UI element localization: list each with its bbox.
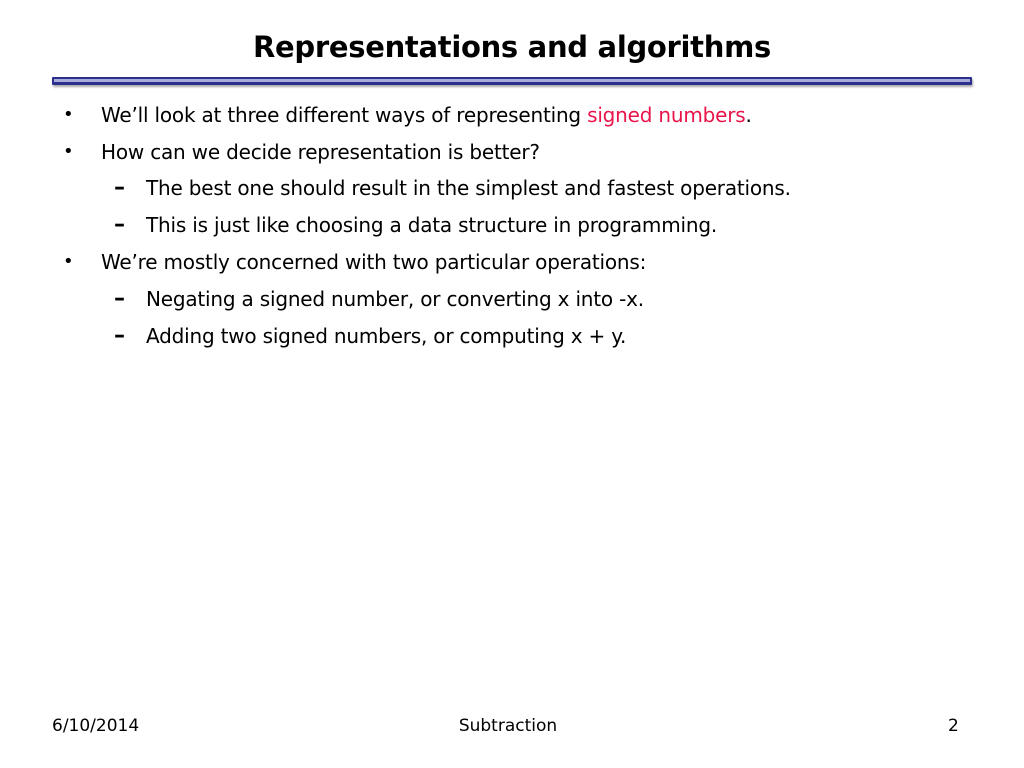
footer-date: 6/10/2014 (52, 716, 140, 736)
footer-title: Subtraction (458, 716, 558, 736)
bullet-1 (101, 103, 752, 127)
bullet-2-sub-1: The best one should result in the simplest and fastest operations. (146, 176, 791, 200)
sub-bullet-marker: – (114, 212, 125, 237)
bullet-3-sub-2: Adding two signed numbers, or computing x + y. (146, 324, 627, 348)
page-number: 2 (948, 716, 959, 736)
bullet-marker: • (63, 251, 74, 272)
bullet-marker: • (63, 104, 74, 125)
bullet-2-sub-2: This is just like choosing a data structure in programming. (146, 213, 717, 237)
slide-title: Representations and algorithms (253, 30, 771, 64)
bullet-3-sub-1: Negating a signed number, or converting x into -x. (146, 287, 644, 311)
sub-bullet-marker: – (114, 286, 125, 311)
bullet-marker: • (63, 141, 74, 162)
sub-bullet-marker: – (114, 323, 125, 348)
bullet-1-text: We’ll look at three different ways of representing (101, 103, 588, 127)
bullet-1-end: . (745, 103, 752, 127)
bullet-2-text: How can we decide representation is better? (101, 140, 540, 164)
bullet-1-highlight: signed numbers (587, 103, 746, 127)
title-underline-highlight (54, 79, 970, 82)
sub-bullet-marker: – (114, 175, 125, 200)
bullet-3-text: We’re mostly concerned with two particular operations: (101, 250, 647, 274)
title-underline (52, 77, 972, 87)
